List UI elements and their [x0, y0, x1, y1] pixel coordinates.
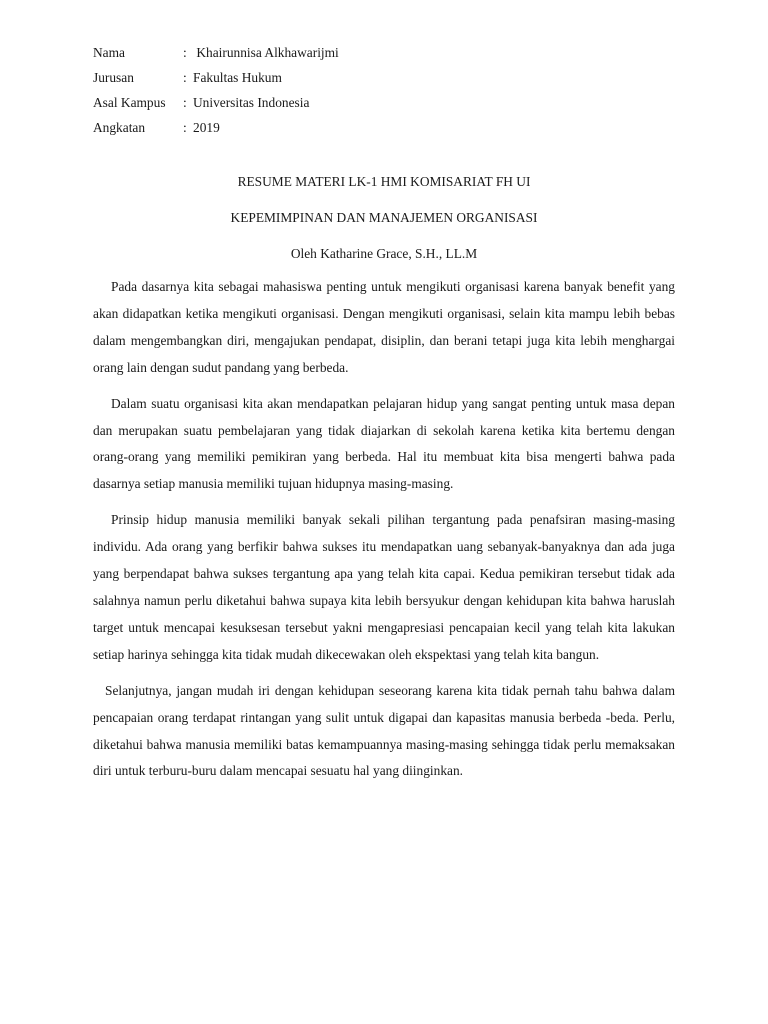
paragraph-2: Dalam suatu organisasi kita akan mendapatkan pelajaran hidup yang sangat penting untuk masa depan dan merupakan suatu pembelajaran yang tidak diajarkan di sekolah karena ketika kita bertemu dengan orang-orang yang memiliki pemikiran yang berbeda. Hal itu membuat kita bisa mengerti bahwa pada dasarnya setiap manusia memiliki tujuan hidupnya masing-masing. [93, 395, 675, 492]
document-title: RESUME MATERI LK-1 HMI KOMISARIAT FH UI [237, 174, 531, 189]
year-colon: : [183, 120, 187, 135]
paragraph-3: Prinsip hidup manusia memiliki banyak sekali pilihan tergantung pada penafsiran masing-masing individu. Ada orang yang berfikir bahwa sukses itu mendapatkan uang sebanyak-banyaknya dan ada juga yang berpendapat bahwa sukses tergantung apa yang telah kita capai. Kedua pemikiran tersebut tidak ada salahnya namun perlu diketahui bahwa supaya kita lebih bersyukur dengan kehidupan kita bahwa haruslah target untuk mencapai kesuksesan tersebut yakni mengapresiasi pencapaian kecil yang telah kita lakukan setiap harinya sehingga kita tidak mudah dikecewakan oleh ekspektasi yang telah kita bangun. [93, 512, 675, 662]
document-author: Oleh Katharine Grace, S.H., LL.M [290, 246, 478, 261]
paragraph-1: Pada dasarnya kita sebagai mahasiswa penting untuk mengikuti organisasi karena banyak benefit yang akan didapatkan ketika mengikuti organisasi. Dengan mengikuti organisasi, selain kita mampu lebih bebas dalam mengembangkan diri, mengajukan pendapat, disiplin, dan berani tetapi juga kita lebih menghargai orang lain dengan sudut pandang yang berbeda. [93, 279, 675, 375]
body-text [93, 274, 675, 785]
name-value: Khairunnisa Alkhawarijmi [193, 45, 339, 60]
campus-label: Asal Kampus [93, 95, 166, 110]
campus-value: Universitas Indonesia [193, 95, 310, 110]
major-value: Fakultas Hukum [193, 70, 282, 85]
name-label: Nama [93, 45, 125, 60]
major-colon: : [183, 70, 187, 85]
year-label: Angkatan [93, 120, 146, 135]
major-label: Jurusan [93, 70, 134, 85]
student-info-block [93, 40, 675, 140]
title-block [93, 172, 675, 264]
campus-colon: : [183, 95, 187, 110]
year-value: 2019 [193, 120, 220, 135]
name-colon: : [183, 45, 187, 60]
paragraph-4: Selanjutnya, jangan mudah iri dengan kehidupan seseorang karena kita tidak pernah tahu bahwa dalam pencapaian orang terdapat rintangan yang sulit untuk digapai dan kapasitas manusia berbeda -beda. Perlu, diketahui bahwa manusia memiliki batas kemampuannya masing-masing sehingga tidak perlu memaksakan diri untuk terburu-buru dalam mencapai sesuatu hal yang diinginkan. [93, 682, 675, 779]
document-subtitle: KEPEMIMPINAN DAN MANAJEMEN ORGANISASI [230, 210, 538, 225]
